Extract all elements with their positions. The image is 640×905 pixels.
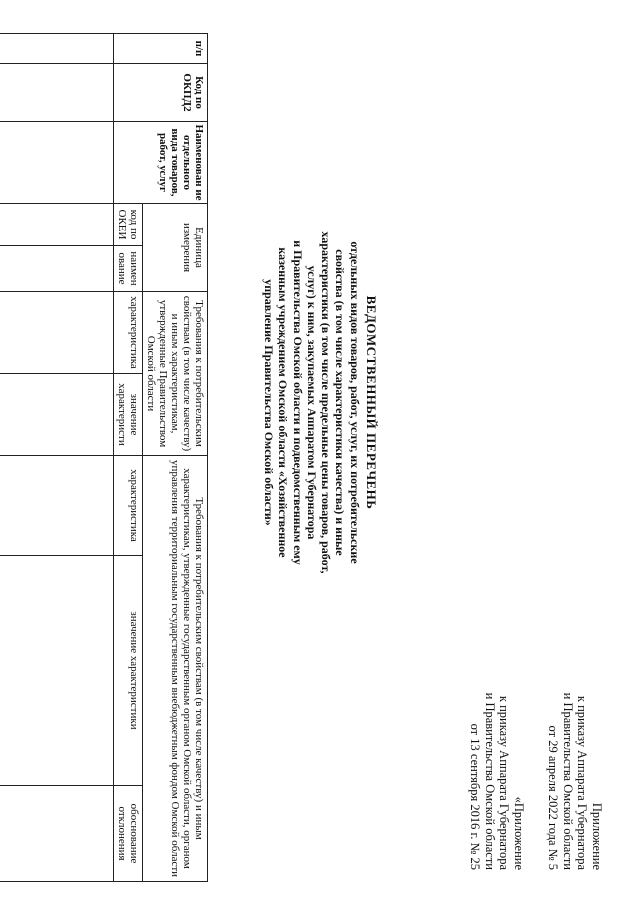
appendix-line: к приказу Аппарата Губернатора — [497, 695, 512, 870]
header-unit: Единица измерения — [143, 204, 208, 292]
header-requirements-bodies: Требования к потребительским свойствам (в том числе качеству) и иным характеристикам, утвержденные государственным органом Омской области, органом управления территориальным государственным внебюджетным фондом Омской области — [143, 456, 208, 882]
appendix-note-previous — [468, 530, 526, 870]
subheader-bodies-characteristic: характеристика — [114, 456, 143, 556]
appendix-line: и Правительства Омской области — [483, 692, 497, 870]
header-okpd2-code: Код по ОКПД2 — [114, 64, 208, 122]
title-block — [262, 95, 378, 710]
subheader-bodies-value: значение характеристики — [114, 556, 143, 786]
appendix-note-current — [546, 530, 604, 870]
header-item-name: Наименован ие отдельного вида товаров, работ, услуг — [114, 122, 208, 204]
subheader-okei-code: код по ОКЕИ — [114, 204, 143, 246]
goods-requirements-table — [0, 33, 208, 882]
appendix-line: «Приложение — [512, 796, 526, 870]
document-subtitle: отдельных видов товаров, работ, услуг, их потребительские свойства (в том числе характеристики качества) и иные характеристики (в том числе предельные цены товаров, работ, услуг) к ним, закупаемых Аппаратом Губернатора и Правительства Омской области и подведомственным ему казенным учреждением Омской области «Хозяйственное управление Правительства Омской области» — [261, 231, 362, 574]
table-cell — [0, 204, 114, 246]
table-cell — [0, 64, 114, 122]
appendix-line: к приказу Аппарата Губернатора — [575, 695, 590, 870]
table-cell — [0, 556, 114, 786]
table-cell — [0, 122, 114, 204]
appendix-line: и Правительства Омской области — [561, 692, 575, 870]
header-requirements-government: Требования к потребительским свойствам (в том числе качеству) и иным характеристикам, утвержденные Правительством Омской области — [143, 292, 208, 456]
appendix-line: от 29 апреля 2022 года № 5 — [546, 725, 561, 870]
table-cell — [0, 374, 114, 456]
subheader-bodies-justification: обоснование отклонения — [114, 786, 143, 882]
table-cell — [0, 34, 114, 64]
table-row — [0, 34, 114, 882]
table-cell — [0, 456, 114, 556]
table-cell — [0, 246, 114, 292]
table-cell — [0, 786, 114, 882]
subheader-gov-value: значение характеристи — [114, 374, 143, 456]
table-cell — [0, 292, 114, 374]
header-number: п/п — [114, 34, 208, 64]
table-header-row — [143, 34, 208, 882]
subheader-gov-characteristic: характеристика — [114, 292, 143, 374]
subheader-unit-name: наимен ование — [114, 246, 143, 292]
appendix-line: Приложение — [590, 802, 604, 870]
appendix-line: от 13 сентября 2016 г. № 25 — [468, 723, 483, 870]
document-title: ВЕДОМСТВЕННЫЙ ПЕРЕЧЕНЬ — [364, 295, 379, 510]
